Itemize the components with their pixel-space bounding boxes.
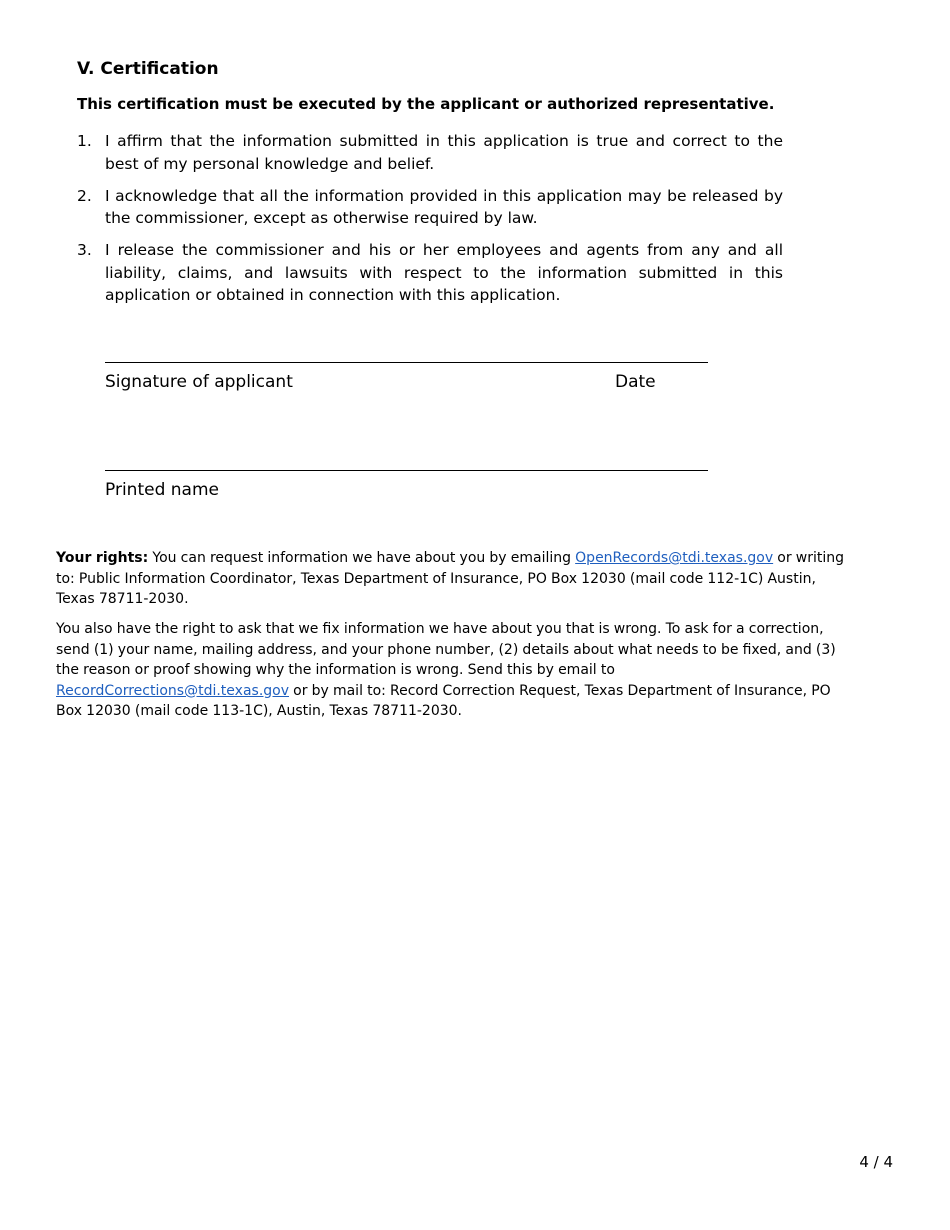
date-label: Date bbox=[615, 372, 656, 392]
rights-paragraph bbox=[56, 548, 846, 610]
certification-number: 1. bbox=[77, 132, 92, 150]
page-number: 4 / 4 bbox=[859, 1153, 893, 1171]
signature-label: Signature of applicant bbox=[105, 372, 293, 392]
certification-text: I affirm that the information submitted in this application is true and correct to the best of my personal knowledge and belief. bbox=[105, 132, 783, 173]
certification-text: I acknowledge that all the information provided in this application may be released by the commissioner, except as otherwise required by law. bbox=[105, 186, 783, 227]
certification-item bbox=[77, 130, 783, 175]
printed-name-label: Printed name bbox=[105, 480, 219, 500]
certification-number: 3. bbox=[77, 241, 92, 259]
certification-item bbox=[77, 239, 783, 307]
rights-text: or writing to: Public Information Coordinator, Texas Department of Insurance, PO Box 12030 (mail code 112-1C) Austin, Texas 78711-2030. bbox=[56, 550, 844, 607]
printed-name-line[interactable] bbox=[105, 470, 708, 471]
rights-text: You can request information we have about you by emailing bbox=[148, 550, 576, 566]
record-corrections-email-link[interactable]: RecordCorrections@tdi.texas.gov bbox=[56, 682, 290, 699]
signature-line[interactable] bbox=[105, 362, 708, 363]
correction-text: You also have the right to ask that we fix information we have about you that is wrong. To ask for a correction, send (1) your name, mailing address, and your phone number, (2) details about what needs to be fixed, and (3) the reason or proof showing why the information is wrong. Send this by email to bbox=[56, 621, 836, 678]
rights-heading: Your rights: bbox=[56, 550, 149, 566]
section-heading: V. Certification bbox=[77, 59, 219, 79]
correction-paragraph bbox=[56, 619, 846, 722]
certification-text: I release the commissioner and his or her employees and agents from any and all liability, claims, and lawsuits with respect to the information submitted in this application or obtained in connection with this application. bbox=[105, 241, 783, 304]
correction-text: or by mail to: Record Correction Request, Texas Department of Insurance, PO Box 12030 (mail code 113-1C), Austin, Texas 78711-2030. bbox=[56, 682, 831, 719]
open-records-email-link[interactable]: OpenRecords@tdi.texas.gov bbox=[575, 550, 774, 566]
certification-list bbox=[77, 130, 783, 316]
certification-item bbox=[77, 185, 783, 230]
certification-instruction: This certification must be executed by the applicant or authorized representative. bbox=[77, 95, 775, 113]
certification-number: 2. bbox=[77, 186, 92, 205]
